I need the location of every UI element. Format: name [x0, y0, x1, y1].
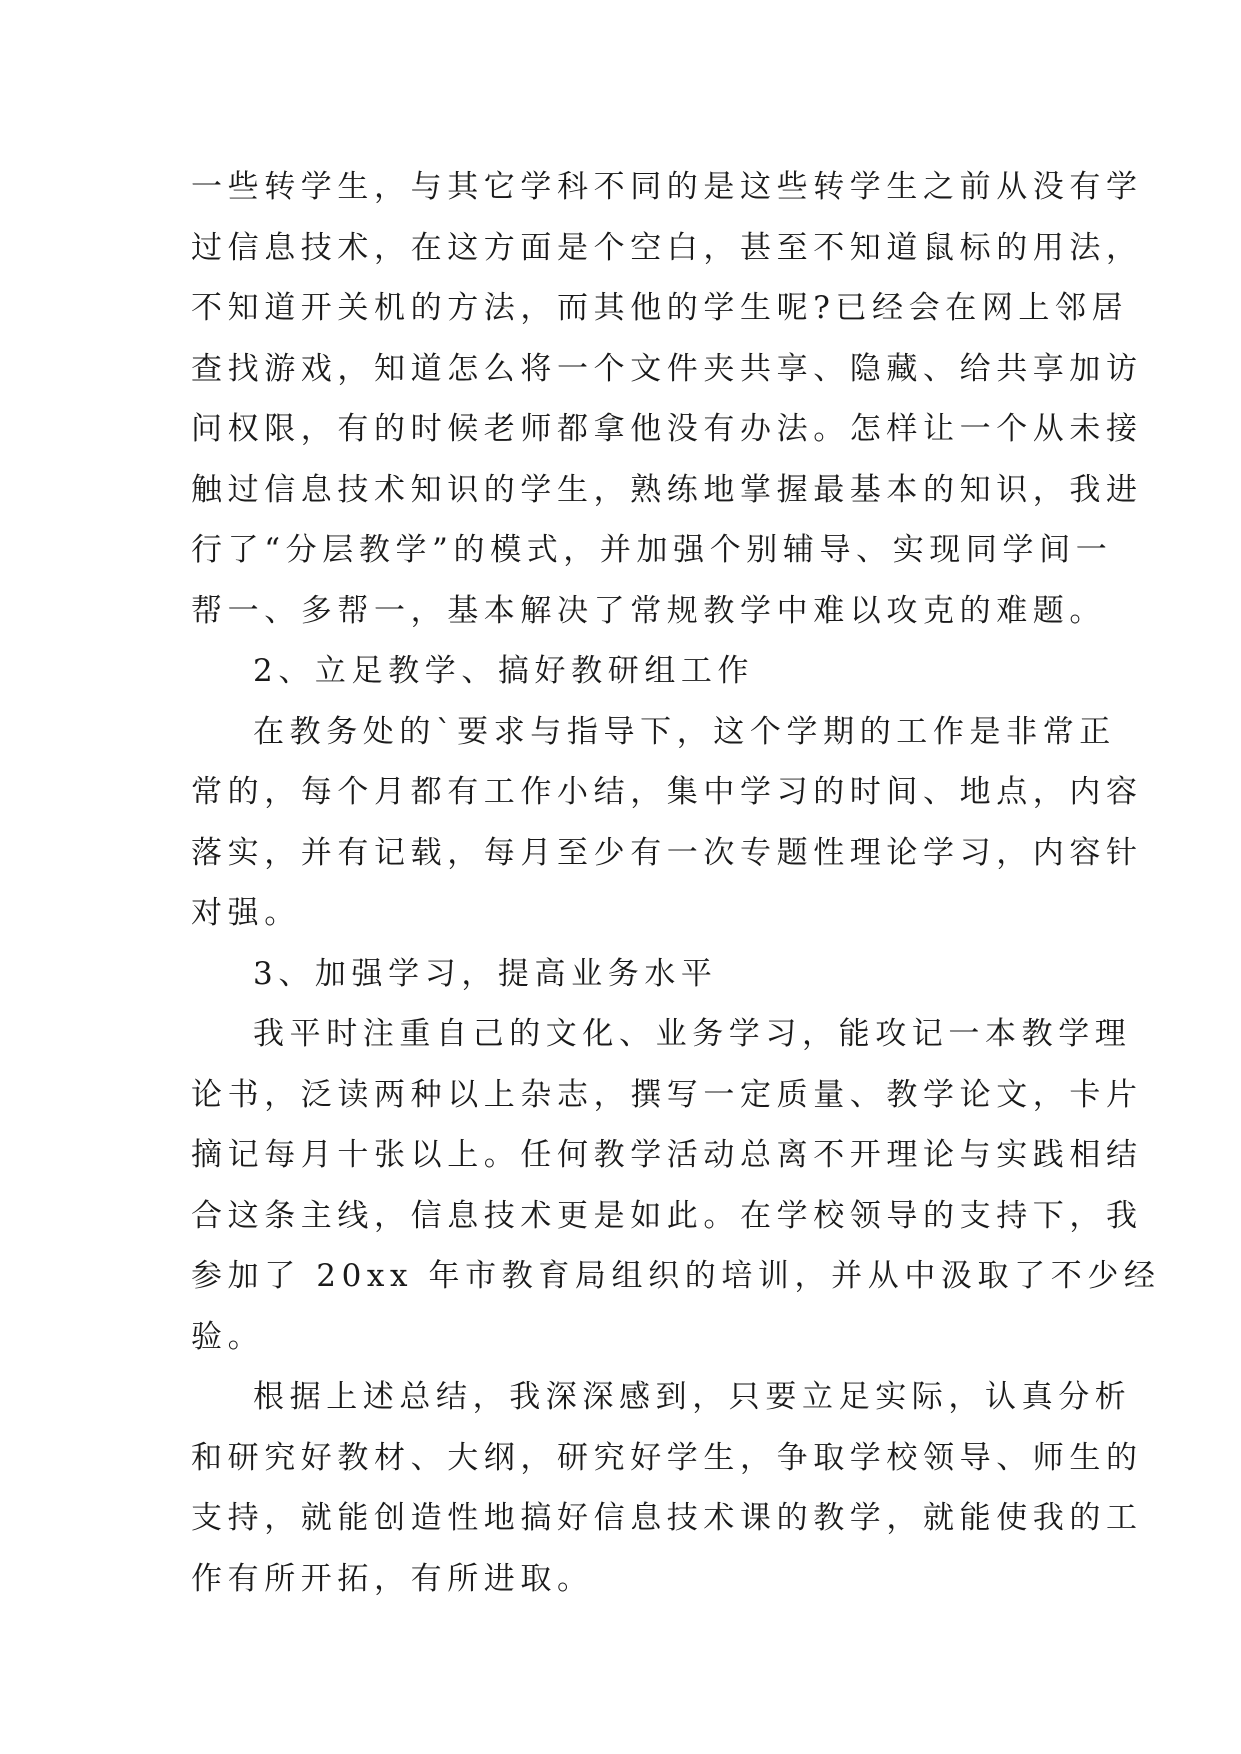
text-line: 过信息技术，在这方面是个空白，甚至不知道鼠标的用法，	[191, 229, 1143, 266]
text-line: 问权限，有的时候老师都拿他没有办法。怎样让一个从未接	[191, 411, 1143, 447]
text-line: 论书，泛读两种以上杂志，撰写一定质量、教学论文，卡片	[191, 1076, 1143, 1113]
text-line: 帮一、多帮一，基本解决了常规教学中难以攻克的难题。	[191, 592, 1106, 629]
text-line: 一些转学生，与其它学科不同的是这些转学生之前从没有学	[191, 169, 1143, 205]
text-line: 行了“分层教学”的模式，并加强个别辅导、实现同学间一	[191, 532, 1113, 568]
text-line: 验。	[191, 1318, 265, 1355]
paragraph-start: 根据上述总结，我深深感到，只要立足实际，认真分析	[253, 1379, 1132, 1415]
section-heading: 3、加强学习，提高业务水平	[253, 955, 718, 992]
text-line: 参加了 20xx 年市教育局组织的培训，并从中汲取了不少经	[191, 1258, 1161, 1294]
text-line: 合这条主线，信息技术更是如此。在学校领导的支持下，我	[191, 1197, 1143, 1234]
text-line: 对强。	[191, 895, 301, 931]
text-line: 落实，并有记载，每月至少有一次专题性理论学习，内容针	[191, 834, 1143, 871]
text-line: 作有所开拓，有所进取。	[191, 1560, 594, 1597]
paragraph-start: 我平时注重自己的文化、业务学习，能攻记一本教学理	[253, 1016, 1132, 1052]
paragraph-start: 在教务处的`要求与指导下，这个学期的工作是非常正	[253, 713, 1116, 750]
text-line: 摘记每月十张以上。任何教学活动总离不开理论与实践相结	[191, 1137, 1143, 1173]
section-heading: 2、立足教学、搞好教研组工作	[253, 653, 755, 689]
document-body	[191, 157, 1161, 1609]
text-line: 和研究好教材、大纲，研究好学生，争取学校领导、师生的	[191, 1439, 1143, 1476]
text-line: 查找游戏，知道怎么将一个文件夹共享、隐藏、给共享加访	[191, 350, 1143, 387]
text-line: 触过信息技术知识的学生，熟练地掌握最基本的知识，我进	[191, 471, 1143, 508]
text-line: 常的，每个月都有工作小结，集中学习的时间、地点，内容	[191, 774, 1143, 810]
text-line: 支持，就能创造性地搞好信息技术课的教学，就能使我的工	[191, 1500, 1143, 1536]
text-line: 不知道开关机的方法，而其他的学生呢?已经会在网上邻居	[191, 290, 1129, 326]
